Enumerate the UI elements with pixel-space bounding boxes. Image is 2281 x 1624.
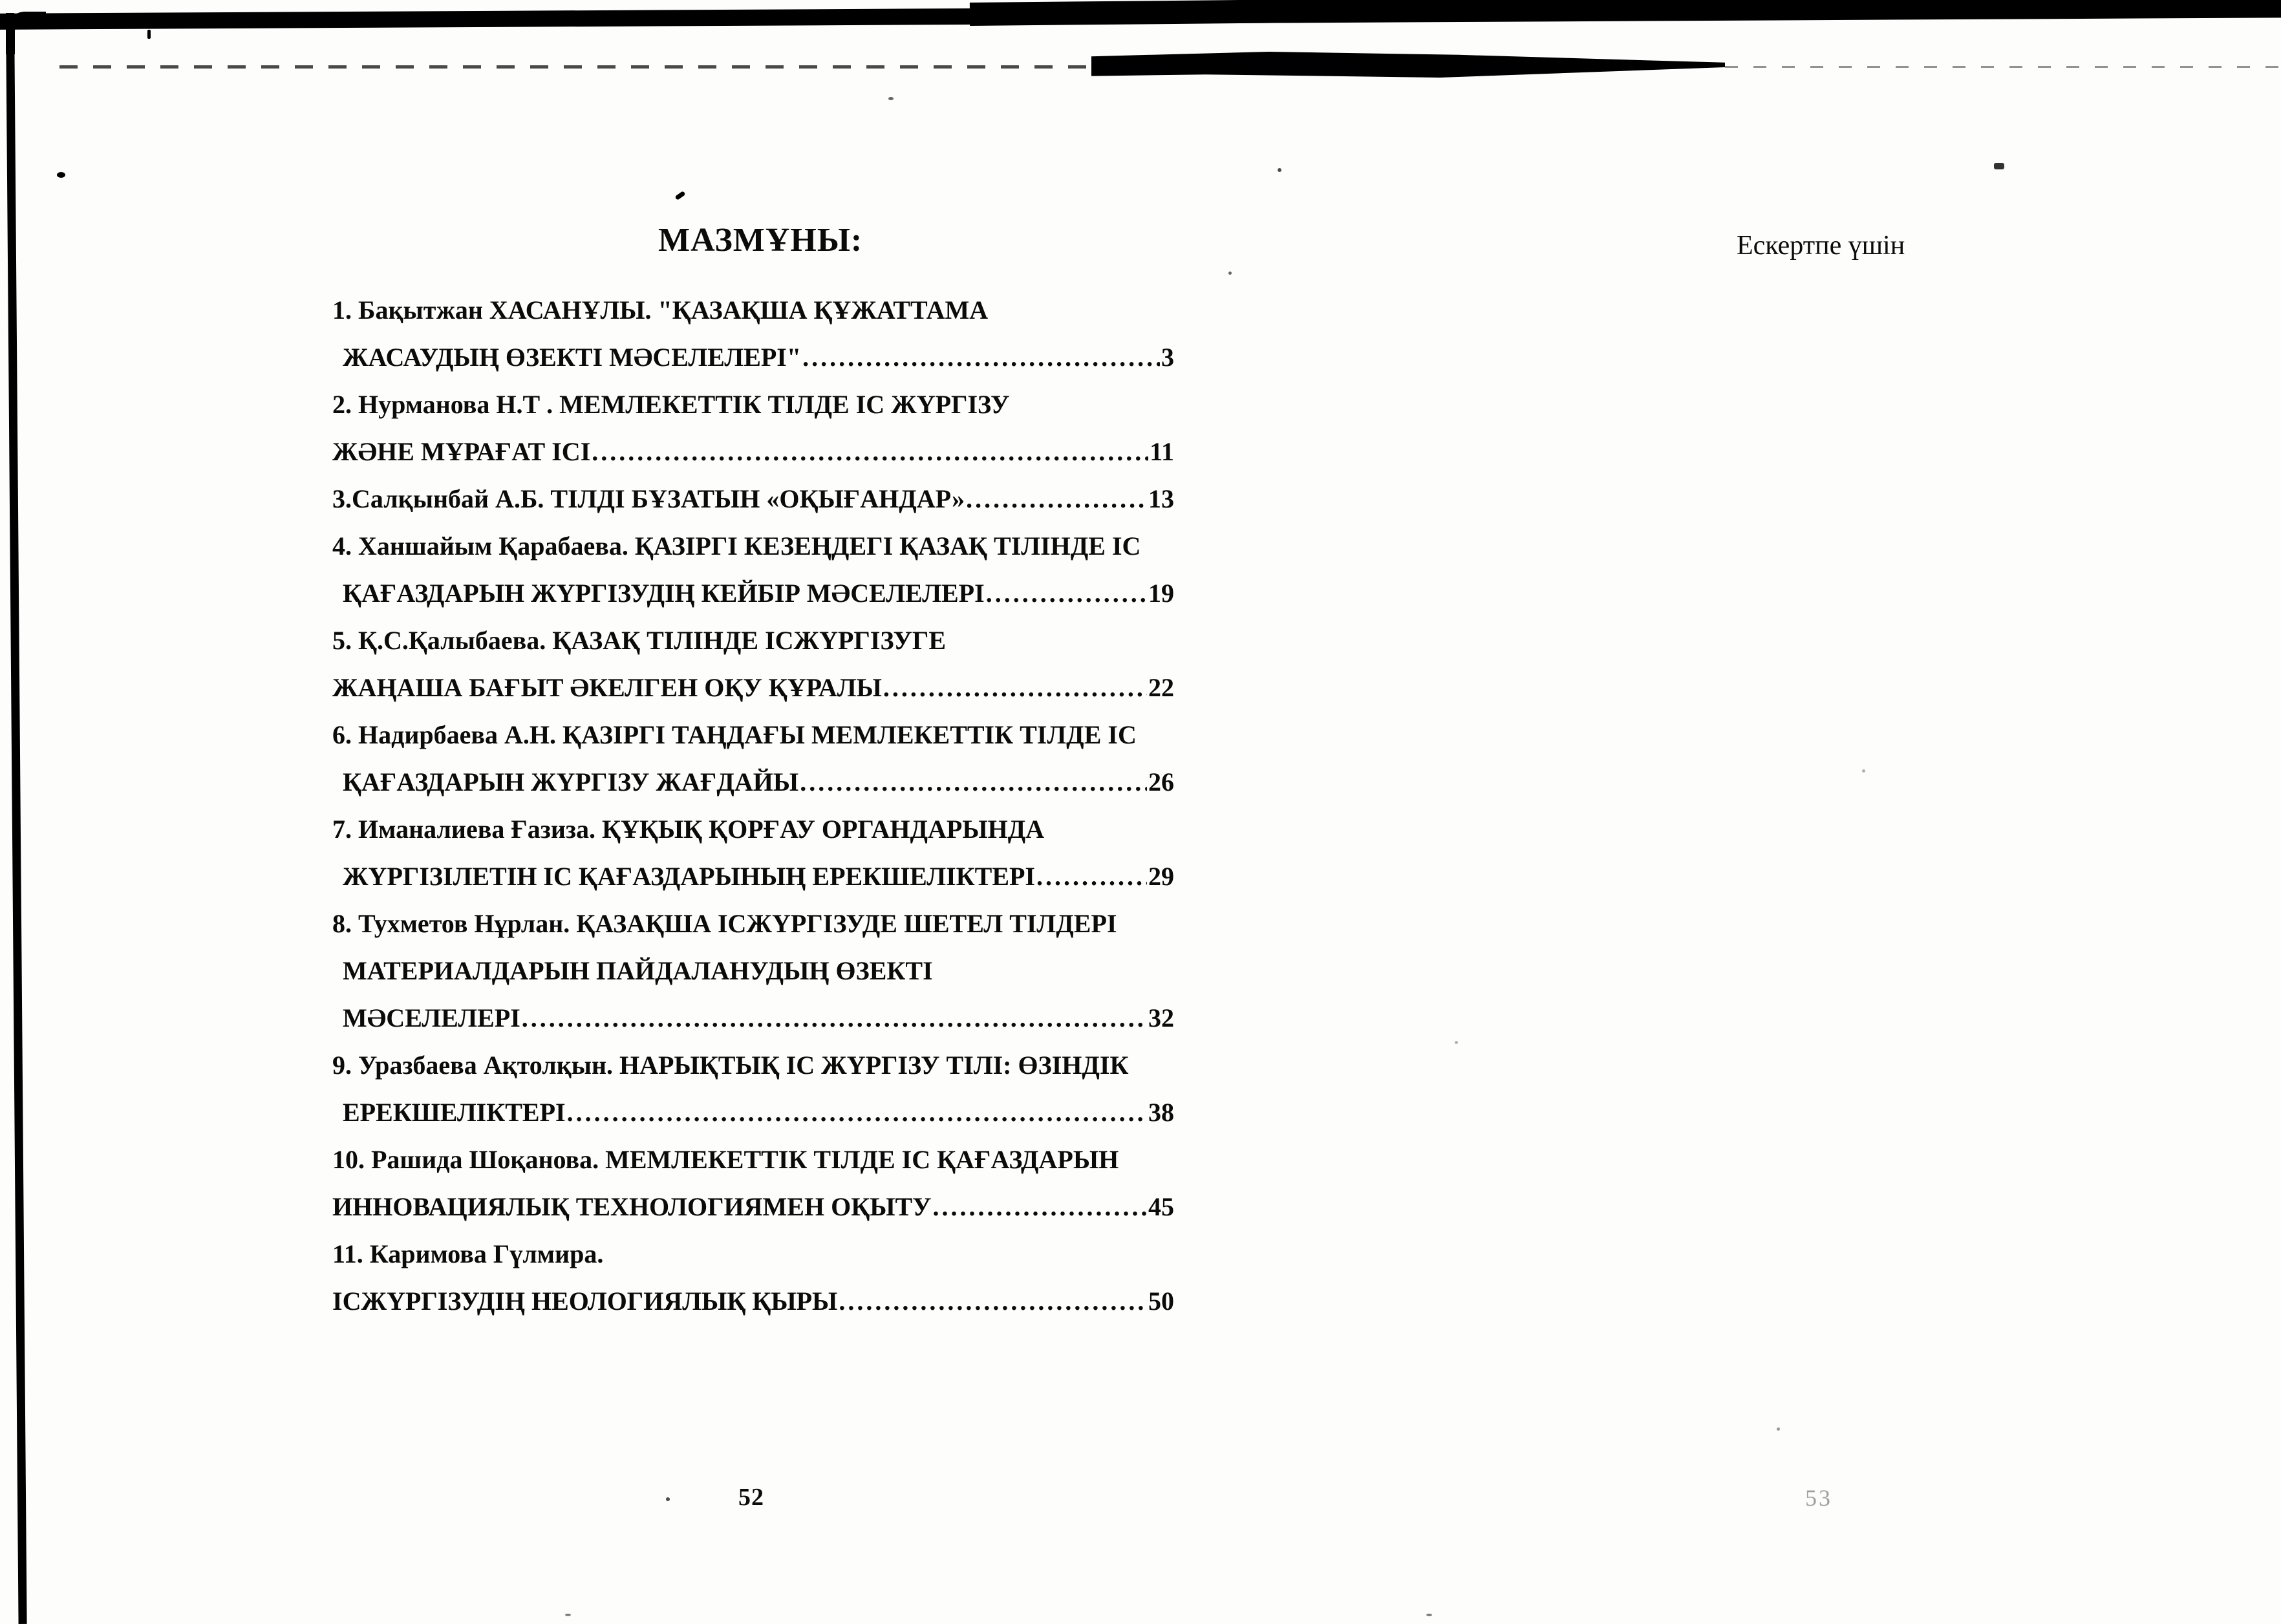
notes-page-label: Ескертпе үшін (1737, 231, 1905, 261)
toc-line (332, 324, 1174, 371)
toc-line (332, 749, 1174, 796)
toc-line (332, 277, 1174, 324)
toc-line (332, 371, 1174, 418)
toc-entry-text: 2. Нурманова Н.Т . МЕМЛЕКЕТТІК ТІЛДЕ ІС ЖҮРГІЗУ (332, 389, 1010, 419)
scan-left-edge-line (6, 13, 27, 1624)
toc-entry-text: ЖӘНЕ МҰРАҒАТ ІСІ (332, 436, 591, 466)
scan-speck (1278, 168, 1281, 172)
toc-entry-text: 8. Тухметов Нұрлан. ҚАЗАҚША ІСЖҮРГІЗУДЕ ШЕТЕЛ ТІЛДЕРІ (332, 908, 1117, 938)
toc-entry-text: 11. Каримова Гүлмира. (332, 1239, 604, 1268)
scan-speck (57, 172, 65, 178)
toc-entry-text: 3.Салқынбай А.Б. ТІЛДІ БҰЗАТЫН «ОҚЫҒАНДАР» (332, 484, 965, 513)
toc-entry-text: ІСЖҮРГІЗУДІҢ НЕОЛОГИЯЛЫҚ ҚЫРЫ (332, 1286, 838, 1316)
dot-leader (567, 1098, 1147, 1126)
scan-speck (565, 1614, 571, 1616)
toc-entry-text: 5. Қ.С.Қалыбаева. ҚАЗАҚ ТІЛІНДЕ ІСЖҮРГІЗУГЕ (332, 625, 947, 655)
toc-entry-text: 9. Уразбаева Ақтолқын. НАРЫҚТЫҚ ІС ЖҮРГІЗУ ТІЛІ: ӨЗІНДІК (332, 1050, 1129, 1080)
toc-line (332, 465, 1174, 513)
toc-line (332, 607, 1174, 654)
dot-leader (592, 438, 1148, 465)
page-title: МАЗМҰНЫ: (658, 222, 863, 259)
toc-entry-text: ҚАҒАЗДАРЫН ЖҮРГІЗУДІҢ КЕЙБІР МӘСЕЛЕЛЕРІ (343, 578, 985, 608)
toc-entry-text: МӘСЕЛЕЛЕРІ (343, 1003, 520, 1032)
toc-line (332, 1268, 1174, 1315)
toc-line (332, 654, 1174, 701)
scan-speck (888, 97, 894, 100)
toc-entry-text: МАТЕРИАЛДАРЫН ПАЙДАЛАНУДЫҢ ӨЗЕКТІ (343, 956, 933, 985)
toc-entry-text: 1. Бақытжан ХАСАНҰЛЫ. "ҚАЗАҚША ҚҰЖАТТАМА (332, 295, 989, 325)
toc-entry-text: ИННОВАЦИЯЛЫҚ ТЕХНОЛОГИЯМЕН ОҚЫТУ (332, 1191, 932, 1221)
toc-entry-text: 6. Надирбаева А.Н. ҚАЗІРГІ ТАҢДАҒЫ МЕМЛЕКЕТТІК ТІЛДЕ ІС (332, 720, 1137, 749)
scan-speck (1862, 769, 1865, 773)
scan-speck (666, 1497, 670, 1501)
page-number-right: 53 (1805, 1485, 1832, 1511)
toc-page-number: 45 (1148, 1191, 1174, 1221)
toc-line (332, 513, 1174, 560)
scan-dashed-line-right (1725, 66, 2281, 68)
toc-page-number: 50 (1148, 1286, 1174, 1316)
dot-leader (839, 1287, 1147, 1315)
toc-page-number: 13 (1148, 484, 1174, 513)
toc-page-number: 26 (1148, 767, 1174, 796)
toc-entry-text: 10. Рашида Шоқанова. МЕМЛЕКЕТТІК ТІЛДЕ ІС ҚАҒАЗДАРЫН (332, 1144, 1119, 1174)
toc-line (332, 418, 1174, 465)
dot-leader (986, 579, 1147, 607)
toc-entry-text: 7. Иманалиева Ғазиза. ҚҰҚЫҚ ҚОРҒАУ ОРГАНДАРЫНДА (332, 814, 1045, 844)
toc-page-number: 19 (1148, 578, 1174, 608)
toc-line (332, 1032, 1174, 1079)
toc-line (332, 1079, 1174, 1126)
toc-entry-text: ЖАСАУДЫҢ ӨЗЕКТІ МӘСЕЛЕЛЕРІ" (343, 342, 802, 372)
toc-line (332, 890, 1174, 937)
toc-line (332, 1173, 1174, 1221)
scan-speck (1777, 1427, 1780, 1431)
toc-list (332, 277, 1174, 1315)
toc-page-number: 32 (1148, 1003, 1174, 1032)
dot-leader (800, 768, 1147, 796)
toc-entry-text: ЖҮРГІЗІЛЕТІН ІС ҚАҒАЗДАРЫНЫҢ ЕРЕКШЕЛІКТЕРІ (343, 861, 1035, 891)
scan-speck (1228, 272, 1232, 275)
toc-entry-text: ЕРЕКШЕЛІКТЕРІ (343, 1097, 566, 1127)
toc-entry-text: ЖАҢАША БАҒЫТ ӘКЕЛГЕН ОҚУ ҚҰРАЛЫ (332, 672, 882, 702)
scan-speck (1994, 163, 2004, 169)
toc-line (332, 843, 1174, 890)
dot-leader (1036, 862, 1147, 890)
scan-speck (1455, 1041, 1458, 1044)
scan-speck (674, 191, 685, 200)
dot-leader (966, 485, 1147, 513)
dot-leader (933, 1193, 1147, 1221)
scan-top-edge-bar-right (970, 0, 2281, 26)
toc-line (332, 796, 1174, 843)
toc-line (332, 1221, 1174, 1268)
toc-page-number: 11 (1150, 436, 1174, 466)
toc-line (332, 1126, 1174, 1173)
toc-line (332, 985, 1174, 1032)
scan-ink-swath (1091, 52, 1725, 78)
toc-line (332, 560, 1174, 607)
toc-entry-text: 4. Ханшайым Қарабаева. ҚАЗІРГІ КЕЗЕҢДЕГІ ҚАЗАҚ ТІЛІНДЕ ІС (332, 531, 1141, 561)
scan-speck (1426, 1614, 1432, 1616)
toc-page-number: 38 (1148, 1097, 1174, 1127)
toc-entry-text: ҚАҒАЗДАРЫН ЖҮРГІЗУ ЖАҒДАЙЫ (343, 767, 799, 796)
toc-page-number: 3 (1161, 342, 1174, 372)
scan-dashed-line-left (59, 65, 1094, 69)
toc-page-number: 29 (1148, 861, 1174, 891)
toc-line (332, 937, 1174, 985)
scan-speck (147, 30, 151, 39)
toc-page-number: 22 (1148, 672, 1174, 702)
dot-leader (522, 1004, 1147, 1032)
toc-line (332, 701, 1174, 749)
page-number-left: 52 (738, 1484, 764, 1511)
dot-leader (802, 343, 1160, 371)
dot-leader (883, 674, 1147, 701)
